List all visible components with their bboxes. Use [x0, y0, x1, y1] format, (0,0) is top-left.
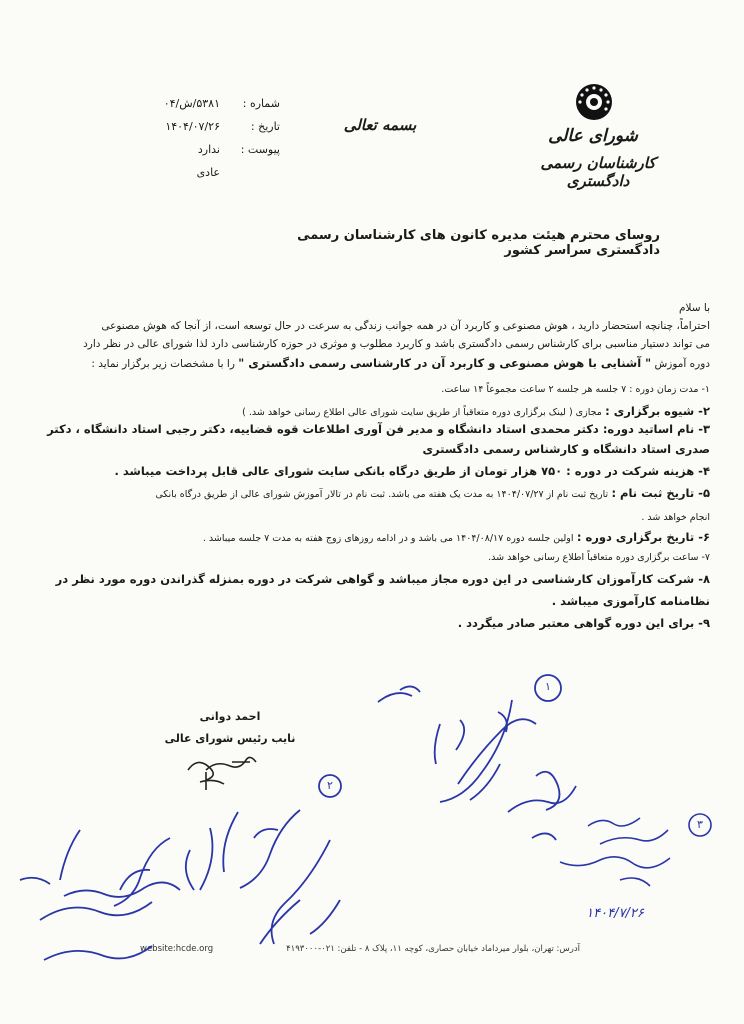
item-6-head: ۶- تاریخ برگزاری دوره : — [576, 530, 710, 544]
logo-subtitle: کارشناسان رسمی دادگستری — [540, 154, 656, 190]
number-label: شماره : — [242, 97, 280, 110]
greeting: با سلام — [678, 302, 710, 314]
meta-priority-row — [150, 161, 280, 184]
footer-address: آدرس: تهران، بلوار میرداماد خیابان حصاری، کوچه ۱۱، پلاک ۸ - تلفن: ۰۲۱-۴۱۹۳۰۰۰ — [286, 944, 580, 954]
list-item-3b: صدری استاد دانشگاه و کارشناس رسمی دادگستری — [422, 442, 710, 456]
meta-number-row — [150, 92, 280, 115]
item-6-body: اولین جلسه دوره ۱۴۰۴/۰۸/۱۷ می باشد و در ادامه روزهای زوج هفته به مدت ۷ جلسه میباشد . — [202, 533, 574, 544]
list-item-1: ۱- مدت زمان دوره : ۷ جلسه هر جلسه ۲ ساعت مجموعاً ۱۴ ساعت. — [441, 384, 710, 395]
handwritten-signature — [188, 757, 256, 790]
list-item-7: ۷- ساعت برگزاری دوره متعاقباً اطلاع رسانی خواهد شد. — [488, 552, 710, 563]
course-title: " آشنایی با هوش مصنوعی و کاربرد آن در کارشناسی رسمی دادگستری " — [238, 356, 652, 370]
signatory-title: نایب رئیس شورای عالی — [164, 732, 296, 745]
list-item-6 — [70, 530, 710, 544]
signature-block — [160, 706, 300, 750]
list-item-8a: ۸- شرکت کارآموزان کارشناسی در این دوره مجاز میباشد و گواهی شرکت در دوره بمنزله گذراندن دوره مورد نظر در — [55, 572, 710, 586]
footer-website: website:hcde.org — [140, 944, 214, 954]
council-emblem-icon — [574, 82, 614, 122]
handwritten-date: ۱۴۰۴/۷/۲۶ — [586, 906, 644, 921]
list-item-8b: نظامنامه کارآموزی میباشد . — [551, 594, 710, 608]
handwritten-note-2 — [20, 775, 341, 960]
list-item-2 — [70, 404, 710, 418]
paragraph-3 — [70, 356, 710, 370]
council-logo — [528, 78, 658, 198]
list-item-9: ۹- برای این دوره گواهی معتبر صادر میگردد . — [457, 616, 710, 630]
date-value: ۱۴۰۴/۰۷/۲۶ — [165, 120, 220, 133]
meta-attachment-row — [150, 138, 280, 161]
item-2-head: ۲- شیوه برگزاری : — [605, 404, 710, 418]
item-5-head: ۵- تاریخ ثبت نام : — [611, 486, 710, 500]
list-item-4: ۴- هزینه شرکت در دوره : ۷۵۰ هزار تومان از طریق درگاه بانکی سایت شورای عالی قابل پرداخت میباشد . — [114, 464, 710, 478]
paragraph-2: می تواند دستیار مناسبی برای کارشناس رسمی دادگستری باشد و کاربرد مطلوب و موثری در حوزه کارشناسی دارد لذا شورای عالی در نظر دارد — [83, 338, 710, 350]
paragraph-3-post: را با مشخصات زیر برگزار نماید : — [91, 358, 235, 370]
attachment-label: پیوست : — [240, 143, 280, 156]
letter-meta — [150, 92, 280, 184]
note-1-number: ۱ — [545, 680, 551, 693]
number-value: ۵۳۸۱/ش/۰۴ — [163, 97, 220, 110]
list-item-5-cont: انجام خواهد شد . — [641, 512, 710, 523]
bismillah-heading: بسمه تعالی — [343, 116, 417, 134]
handwritten-note-1 — [378, 675, 576, 840]
recipient-line: روسای محترم هیئت مدیره کانون های کارشناسان رسمی دادگستری سراسر کشور — [297, 228, 660, 258]
item-5-body: تاریخ ثبت نام از ۱۴۰۴/۰۷/۲۷ به مدت یک هفته می باشد. ثبت نام در تالار آموزش شورای عالی از طریق درگاه بانکی — [155, 489, 609, 500]
signatory-name: احمد دوانی — [199, 710, 261, 723]
item-2-body: مجازی ( لینک برگزاری دوره متعاقباً از طریق سایت شورای عالی اطلاع رسانی خواهد شد. ) — [242, 407, 602, 418]
note-2-number: ۲ — [327, 779, 333, 792]
list-item-5 — [70, 486, 710, 500]
priority-value: عادی — [196, 166, 220, 179]
list-item-3a: ۳- نام اساتید دوره: دکتر محمدی استاد دانشگاه و مدیر فن آوری اطلاعات قوه قضاییه، دکتر رجبی استاد دانشگاه ، دکتر — [47, 422, 710, 436]
attachment-value: ندارد — [197, 143, 220, 156]
handwritten-note-3 — [560, 814, 711, 886]
letter-footer — [140, 944, 580, 954]
paragraph-1: احتراماً، چنانچه استحضار دارید ، هوش مصنوعی و کاربرد آن در همه جوانب زندگی به سرعت در حال توسعه است، از آنجا که هوش مصنوعی — [101, 320, 710, 332]
logo-title: شورای عالی — [548, 126, 638, 146]
note-3-number: ۳ — [697, 818, 703, 831]
meta-date-row — [150, 115, 280, 138]
paragraph-3-pre: دوره آموزش — [654, 358, 710, 370]
date-label: تاریخ : — [250, 120, 280, 133]
